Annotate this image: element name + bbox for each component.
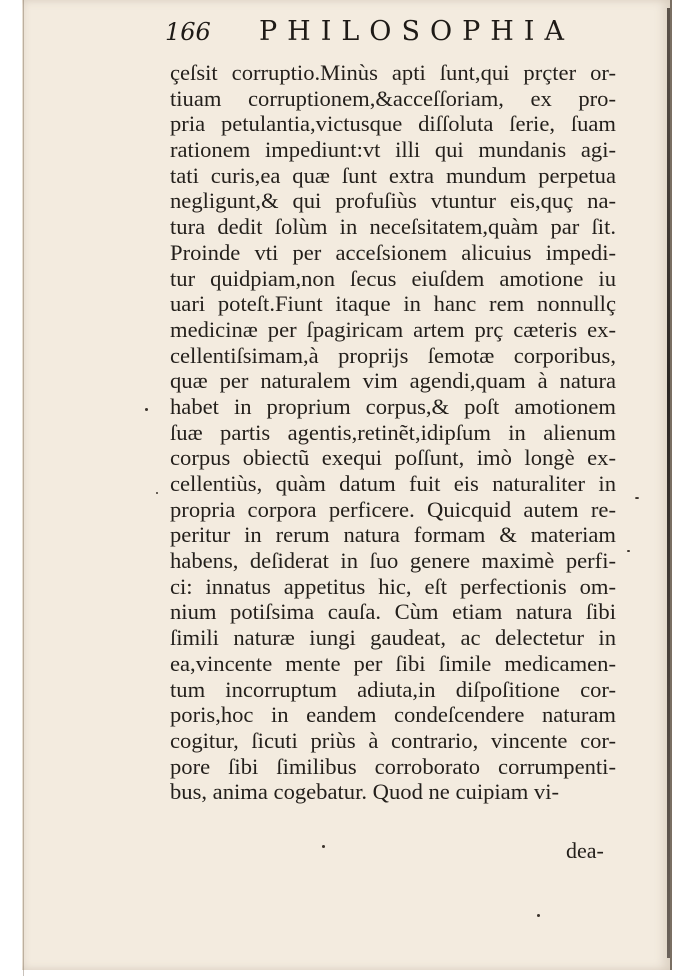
text-line: çeſsit corruptio.Minùs apti ſunt,qui prçter or- [170, 60, 616, 85]
page-number: 166 [165, 18, 211, 46]
ink-speck [156, 492, 158, 494]
text-line: habens, deſiderat in ſuo genere maximè perfi- [170, 548, 616, 574]
text-line: tura dedit ſolùm in neceſsitatem,quàm par ſit. [170, 214, 616, 240]
text-line: rationem impediunt:vt illi qui mundanis agi- [170, 137, 616, 163]
ink-speck [635, 497, 639, 499]
body-text [170, 60, 616, 805]
text-line: negligunt,& qui profuſiùs vtuntur eis,quç na- [170, 188, 616, 214]
text-line: nium potiſsima cauſa. Cùm etiam natura ſibi [170, 599, 616, 625]
text-line: peritur in rerum natura formam & materiam [170, 522, 616, 548]
page-left-edge [23, 0, 24, 976]
ink-speck [145, 408, 148, 411]
text-line: tur quidpiam,non ſecus eiuſdem amotione iu [170, 265, 616, 291]
text-line: tum incorruptum adiuta,in diſpoſitione cor- [170, 676, 616, 702]
text-line: tati curis,ea quæ ſunt extra mundum perpetua [170, 162, 616, 188]
text-line: pria petulantia,victusque diſſoluta ſerie, ſuam [170, 111, 616, 137]
text-line: quæ per naturalem vim agendi,quam à natura [170, 368, 616, 394]
page-header [165, 16, 615, 52]
text-line: Proinde vti per acceſsionem alicuius impedi- [170, 239, 616, 265]
text-line: ſimili naturæ iungi gaudeat, ac delectetur in [170, 625, 616, 651]
text-line: uari poteſt.Fiunt itaque in hanc rem nonnullç [170, 291, 616, 317]
text-line: pore ſibi ſimilibus corroborato corrumpenti- [170, 753, 616, 779]
text-line: ſuæ partis agentis,retinẽt,idipſum in alienum [170, 419, 616, 445]
text-line: cellentiſsimam,à proprijs ſemotæ corporibus, [170, 342, 616, 368]
text-line: bus, anima cogebatur. Quod ne cuipiam vi- [170, 779, 560, 805]
text-line: habet in proprium corpus,& poſt amotionem [170, 393, 616, 419]
text-line: ci: innatus appetitus hic, eſt perfectionis om- [170, 573, 616, 599]
text-line: propria corpora perficere. Quicquid autem re- [170, 496, 616, 522]
text-line: medicinæ per ſpagiricam artem prç cæteris ex- [170, 316, 616, 342]
text-line: corpus obiectũ exequi poſſunt, imò longè ex- [170, 445, 616, 471]
running-title: PHILOSOPHIA [259, 16, 574, 47]
text-line: cellentiùs, quàm datum fuit eis naturaliter in [170, 471, 616, 496]
text-line: ea,vincente mente per ſibi ſimile medicamen- [170, 650, 616, 676]
page-right-edge [667, 8, 670, 958]
ink-speck [322, 845, 325, 848]
text-line: cogitur, ſicuti priùs à contrario, vincente cor- [170, 727, 616, 753]
ink-speck [627, 550, 630, 552]
catchword: dea- [566, 838, 604, 863]
text-line: tiuam corruptionem,&acceſſoriam, ex pro- [170, 85, 616, 111]
text-line: poris,hoc in eandem condeſcendere naturam [170, 702, 616, 728]
ink-speck [537, 914, 540, 917]
